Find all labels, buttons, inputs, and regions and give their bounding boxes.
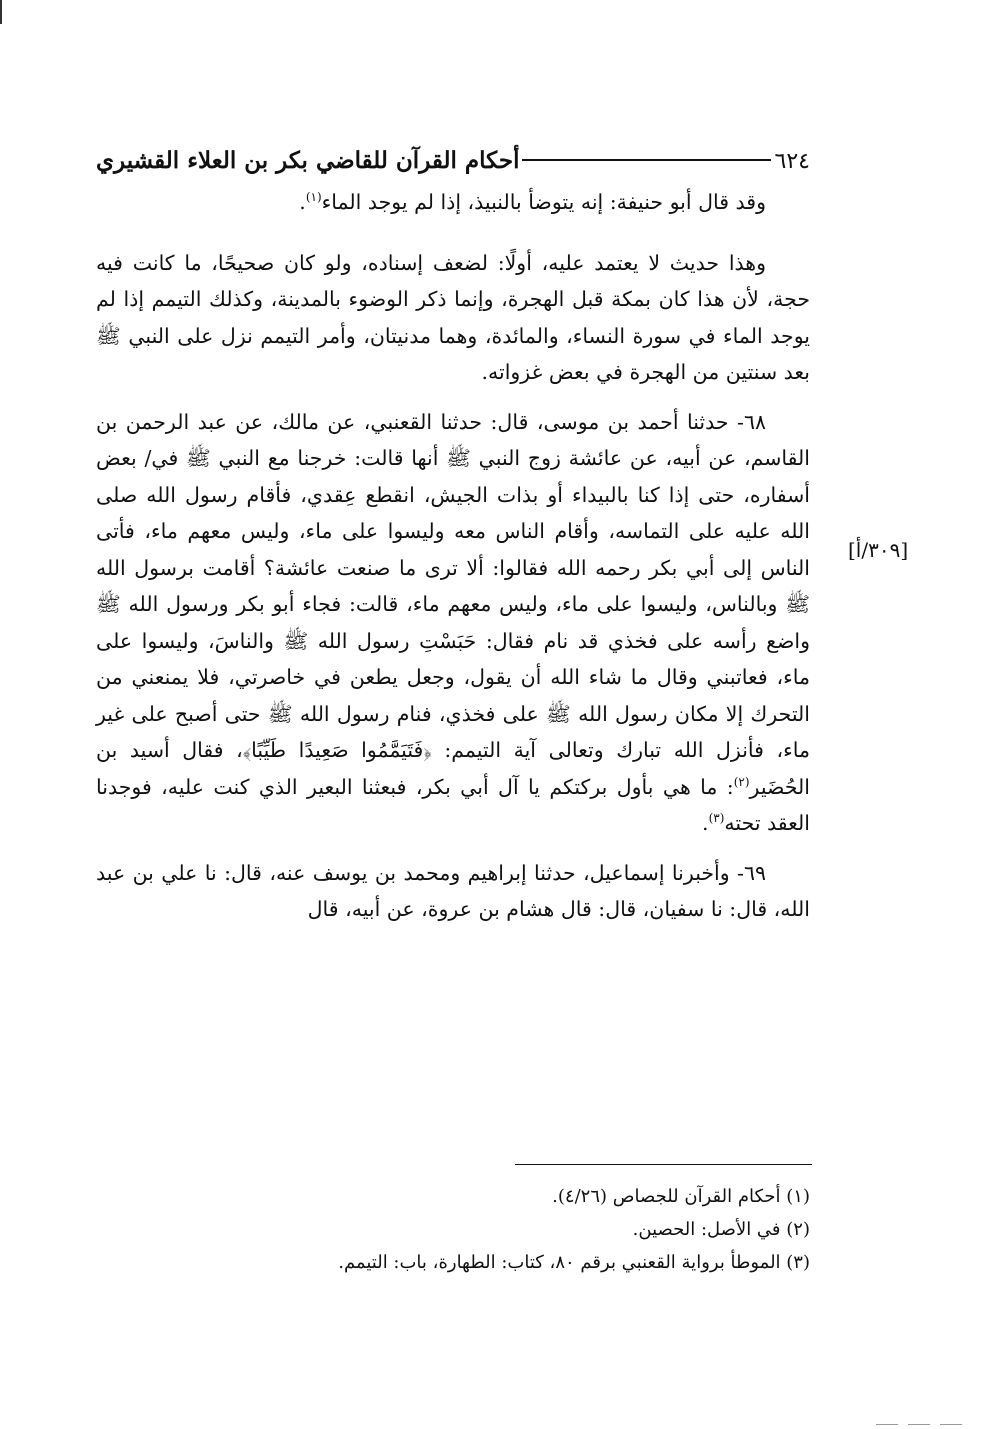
paragraph-hadith-weakness: وهذا حديث لا يعتمد عليه، أولًا: لضعف إسناده، ولو كان صحيحًا، ما كانت فيه حجة، لأن هذا كان بمكة قبل الهجرة، وإنما ذكر الوضوء بالمدينة، وكذلك التيمم إذا لم يوجد الماء في سورة النساء، والمائدة، وهما مدنيتان، وأمر التيمم نزل على النبي ﷺ بعد سنتين من الهجرة في بعض غزواته. [96, 250, 810, 384]
scan-edge-mark [0, 0, 2, 24]
manuscript-folio-reference: [٣٠٩/أ] [848, 538, 909, 562]
footnote-2: (٢) في الأصل: الحصين. [632, 1219, 810, 1240]
footnote-ref-1: (١) [305, 190, 322, 205]
footnote-3: (٣) الموطأ برواية القعنبي برقم ٨٠، كتاب: الطهارة، باب: التيمم. [338, 1252, 810, 1273]
footnote-ref-2: (٢) [733, 774, 750, 789]
page-number: ٦٢٤ [774, 149, 810, 174]
footnote-1: (١) أحكام القرآن للجصاص (٤/٢٦). [552, 1186, 810, 1207]
paragraph-hadith-68: ٦٨- حدثنا أحمد بن موسى، قال: حدثنا القعنبي، عن مالك، عن عبد الرحمن بن القاسم، عن أبيه، عن عائشة زوج النبي ﷺ أنها قالت: خرجنا مع النبي ﷺ في/ بعض أسفاره، حتى إذا كنا بالبيداء أو بذات الجيش، انقطع عِقدي، فأقام رسول الله صلى الله عليه على التماسه، وأقام الناس معه وليسوا على ماء، وليس معهم ماء، فأتى الناس إلى أبي بكر رحمه الله فقالوا: ألا ترى ما صنعت عائشة؟ أقامت برسول الله ﷺ وبالناس، وليسوا على ماء، وليس معهم ماء، قالت: فجاء أبو بكر ورسول الله ﷺ واضع رأسه على فخذي قد نام فقال: حَبَسْتِ رسول الله ﷺ والناسَ، وليسوا على ماء، فعاتبني وقال ما شاء الله أن يقول، وجعل يطعن في خاصرتي، فلا يمنعني من التحرك إلا مكان رسول الله ﷺ على فخذي، فنام رسول الله ﷺ حتى أصبح على غير ماء، فأنزل الله تبارك وتعالى آية التيمم: ﴿فَتَيَمَّمُوا صَعِيدًا طَيِّبًا﴾، فقال أسيد بن الحُضَير$^{(٢)}$: ما هي بأول بركتكم يا آل أبي بكر، فبعثنا البعير الذي كنت عليه، فوجدنا العقد تحته$^{(٣)}$. [96, 409, 810, 835]
page-header [96, 130, 810, 174]
main-text [96, 184, 810, 941]
paragraph-hadith-69: ٦٩- وأخبرنا إسماعيل، حدثنا إبراهيم ومحمد بن يوسف عنه، قال: نا علي بن عبد الله، قال: نا سفيان، قال: قال هشام بن عروة، عن أبيه، قال [96, 860, 810, 921]
running-title: أحكام القرآن للقاضي بكر بن العلاء القشيري [96, 147, 520, 174]
scan-corner-marks [866, 1410, 981, 1414]
header-rule [522, 159, 771, 161]
footnotes [96, 1180, 810, 1279]
paragraph-abu-hanifa: وقد قال أبو حنيفة: إنه يتوضأ بالنبيذ، إذا لم يوجد الماء$^{(١)}$. [299, 190, 766, 214]
footnote-ref-3: (٣) [708, 811, 725, 826]
footnote-separator [515, 1164, 812, 1165]
